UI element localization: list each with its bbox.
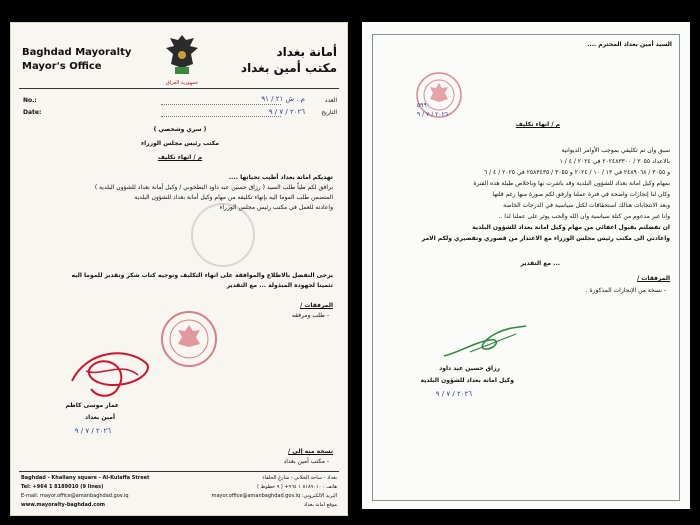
stamp-date: ٢٠٢٦ / ٧ / ٩ <box>417 111 449 118</box>
header-en-line1: Baghdad Mayoralty <box>22 47 132 58</box>
header-en-line2: Mayor's Office <box>22 61 102 72</box>
signer-name: عمار موسى كاظم <box>65 402 119 409</box>
body-line-7: وانا غير مدعوم من كتلة سياسية وان الله والحب يوثر على عملنا لذا .. <box>498 213 670 220</box>
body-line-6: تثمينا لجهوده المبذولة ... مع التقدير <box>226 282 333 289</box>
footer-ar-address: بغداد - ساحة الخلاني - شارع الخلفاء <box>262 475 337 481</box>
header-ar-line1: أمانة بغداد <box>276 45 337 59</box>
body-line-4: واعادته للعمل في مكتب رئيس مجلس الوزراء <box>219 204 333 211</box>
sign-date: ٢٠٢٦ / ٧ / ٩ <box>74 427 111 435</box>
body-line-5: وكان لنا إنجازات واضحة في فترة عملنا وارفق لكم صورة منها رغم قلتها <box>492 191 670 198</box>
signer-title: أمين بغداد <box>85 414 115 421</box>
subject: م / انهاء تكليف <box>515 121 560 128</box>
watermark-seal <box>191 203 255 267</box>
iraq-eagle-emblem-icon <box>163 31 201 83</box>
official-stamp-icon <box>159 309 219 369</box>
body-line-3: المتضمن طلب الموما اليه بإنهاء تكليفه من مهام وكيل أمانة بغداد للشؤون البلدية <box>134 194 333 201</box>
closing: ... مع التقدير <box>520 260 560 267</box>
number-label-ar: العدد <box>324 97 337 104</box>
footer-ar-email: البريد الالكتروني: mayor.office@amanbaghdad.gov.iq <box>211 493 337 499</box>
date-underline <box>161 116 281 118</box>
footer-en-website: www.mayoralty-baghdad.com <box>21 502 105 508</box>
recipient: مكتب رئيس مجلس الوزراء <box>141 140 219 147</box>
resignation-request-letter <box>362 22 690 509</box>
signer-title: وكيل امانة بغداد للشؤون البلدية <box>420 377 514 384</box>
sign-date: ٢٠٢٦ / ٧ / ٩ <box>435 390 472 398</box>
subject: م / انهاء تكليف <box>157 154 203 161</box>
copy-to-item: - مكتب أمين بغداد <box>283 458 329 465</box>
header-ar-line2: مكتب أمين بغداد <box>240 61 337 75</box>
body-line-8: ان تفضلتم بقبول اعفائي من مهام وكيل امانة بغداد للشؤون البلدية <box>472 224 670 231</box>
handwritten-signature <box>440 322 530 362</box>
body-line-1: تهديكم امانة بغداد أطيب تحياتها .... <box>228 174 333 181</box>
salutation: السيد أمين بغداد المحترم .... <box>587 41 672 48</box>
body-line-6: وبعد الانتخابات هنالك استحقاقات لكتل سياسية في الدرجات الخاصة <box>503 202 670 209</box>
number-underline <box>161 104 281 106</box>
body-line-4: بمهام وكيل امانة بغداد للشؤون البلدية وقد باشرت بها وباخلاص طيلة هذه الفترة <box>473 180 670 187</box>
footer-divider <box>19 471 339 472</box>
signer-name: رزاق حسين عبد داود <box>439 365 500 372</box>
handwritten-signature <box>66 341 156 401</box>
header-divider <box>19 88 339 89</box>
stamp-number: ٥٩٩ <box>417 102 427 109</box>
copy-label: نسخة منه إلى / <box>288 448 333 455</box>
date-label-ar: التاريخ <box>321 109 337 116</box>
footer-en-address: Baghdad - Khallany square - Al-Kulaffa Street <box>21 475 150 481</box>
body-line-5: يرجى التفضل بالاطلاع والموافقة على انهاء التكليف وتوجيه كتاب شكر وتقدير للموما اليه <box>71 272 333 279</box>
date-label: Date: <box>23 109 42 116</box>
date-value: ٢٠٢٦ / ٧ / ٩ <box>268 108 305 116</box>
footer-en-email: E-mail: mayor.office@amanbaghdad.gov.iq <box>21 493 129 499</box>
body-line-1: سبق وان تم تكليفي بموجب الأوامر الديوانية <box>561 147 670 154</box>
body-line-2: نرافق لكم طياً طلب السيد ( رزاق حسين عبد داود البطخوبي / وكيل أمانة بغداد للشؤون البلدية ) <box>94 184 333 191</box>
attachments-label: المرفقات / <box>300 302 333 309</box>
body-line-9: واعادتي الى مكتب رئيس مجلس الوزراء مع الاعتذار من قصوري وتقصيري ولكم الامر <box>421 235 670 242</box>
mayor-office-letter <box>10 22 348 516</box>
attachment-item: - نسخة من الإنجازات المذكورة . <box>585 287 666 294</box>
footer-en-phone: Tel: +964 1 8189010 (9 lines) <box>21 484 104 490</box>
classification: ( سري وشخصي ) <box>153 126 207 133</box>
body-line-3: و ٣٠٥٥ / ٢٤٨٩٠٦٨ في ١٣ / ١٠ / ٢٠٢٤ و ٣٠٥٥ / ٢٥٨٣٤٣٥ في ٢٠٢٥ / ٤ / ٦ <box>483 169 670 176</box>
attachments-label: المرفقات / <box>637 275 670 282</box>
attachment-item: - طلب ومرفقه <box>291 312 329 319</box>
emblem-caption: جمهورية العراق <box>165 80 199 86</box>
no-label: No.: <box>23 97 37 104</box>
footer-ar-phone: هاتف : ٨١٨٩٠١٠ ١ ٩٦٤+ ( ٩ خطوط ) <box>257 484 337 490</box>
body-line-2: بالاعداد ٣٠٥٥ / ٢٠٢٤٨٣٣٠٠ في ٢٠٢٤ / ٤ / ١ <box>559 158 670 165</box>
number-value: م . ش ٢١ / ٩١ <box>261 95 305 103</box>
footer-ar-website: موقع امانة بغداد <box>303 502 337 508</box>
